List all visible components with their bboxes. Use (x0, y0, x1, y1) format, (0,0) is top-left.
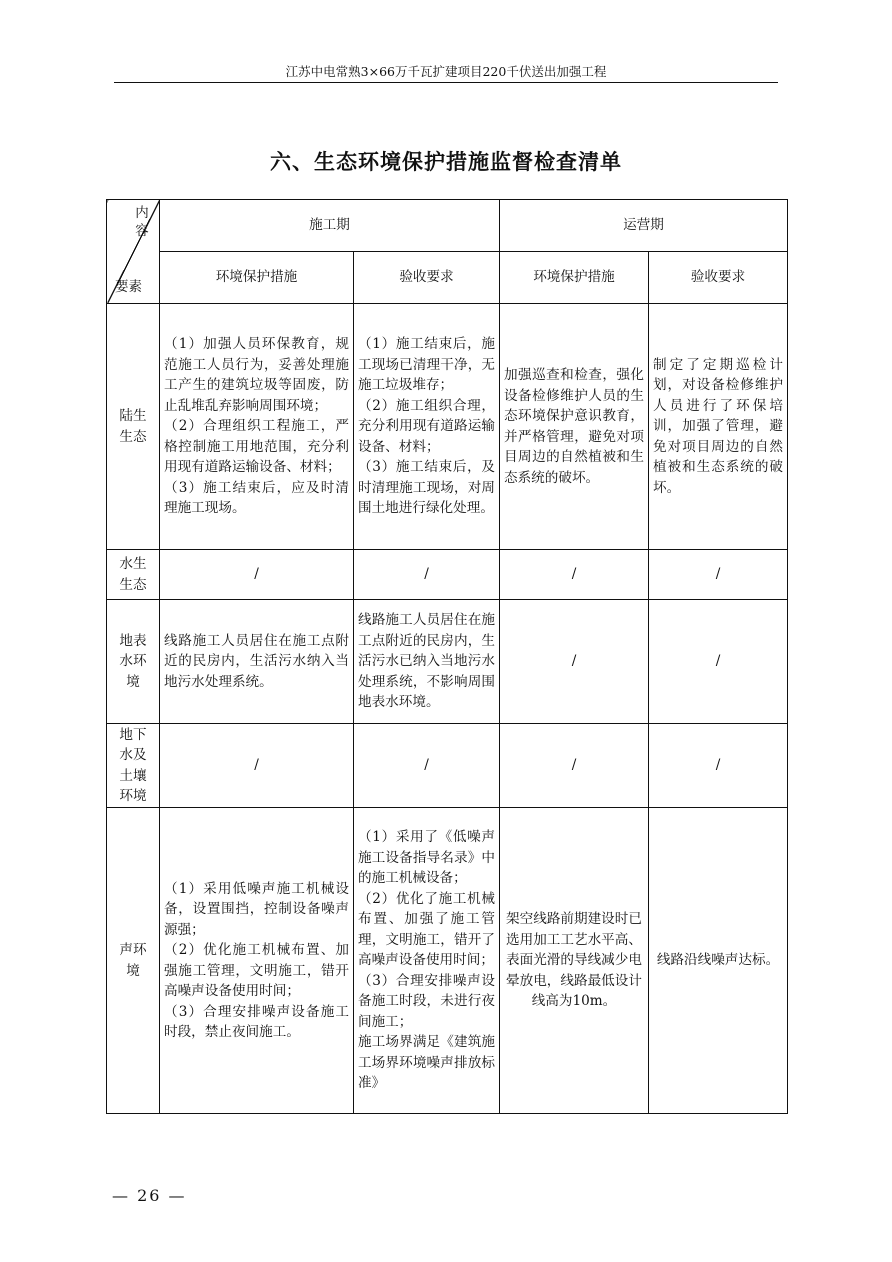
table-row (107, 724, 788, 808)
corner-label-content: 内容 (135, 205, 149, 239)
table-row (107, 600, 788, 724)
operation-acceptance-cell: / (649, 600, 788, 724)
page-number: — 26 — (112, 1186, 187, 1205)
construction-measures-cell: / (160, 550, 354, 600)
corner-header-cell (107, 200, 160, 304)
construction-acceptance-cell: 线路施工人员居住在施工点附近的民房内，生活污水已纳入当地污水处理系统，不影响周围地表水环境。 (354, 600, 500, 724)
construction-measures-cell: / (160, 724, 354, 808)
element-cell: 地表水环境 (107, 600, 160, 724)
running-header: 江苏中电常熟3×66万千瓦扩建项目220千伏送出加强工程 (114, 62, 778, 83)
operation-acceptance-cell: / (649, 550, 788, 600)
construction-acceptance-cell: / (354, 550, 500, 600)
construction-measures-header: 环境保护措施 (160, 252, 354, 304)
operation-phase-header: 运营期 (500, 200, 788, 252)
operation-measures-cell: / (500, 724, 649, 808)
inspection-checklist-table (106, 199, 788, 1114)
construction-phase-header: 施工期 (160, 200, 500, 252)
construction-acceptance-cell: / (354, 724, 500, 808)
operation-measures-cell: 架空线路前期建设时已选用加工工艺水平高、表面光滑的导线减少电晕放电，线路最低设计线高为10m。 (500, 808, 649, 1114)
operation-acceptance-header: 验收要求 (649, 252, 788, 304)
construction-measures-cell: （1）加强人员环保教育，规范施工人员行为，妥善处理施工产生的建筑垃圾等固废，防止乱堆乱弃影响周围环境； （2）合理组织工程施工，严格控制施工用地范围，充分利用现有道路运输设备、材料； （3）施工结束后，应及时清理施工现场。 (160, 304, 354, 550)
table-row (107, 304, 788, 550)
operation-measures-cell: 加强巡查和检查，强化设备检修维护人员的生态环境保护意识教育，并严格管理，避免对项目周边的自然植被和生态系统的破坏。 (500, 304, 649, 550)
element-cell: 地下水及土壤环境 (107, 724, 160, 808)
construction-measures-cell: 线路施工人员居住在施工点附近的民房内，生活污水纳入当地污水处理系统。 (160, 600, 354, 724)
operation-acceptance-cell: 线路沿线噪声达标。 (649, 808, 788, 1114)
construction-acceptance-header: 验收要求 (354, 252, 500, 304)
operation-measures-cell: / (500, 600, 649, 724)
construction-acceptance-cell: （1）采用了《低噪声施工设备指导名录》中的施工机械设备； （2）优化了施工机械布置、加强了施工管理，文明施工，错开了高噪声设备使用时间； （3）合理安排噪声设备施工时段，未进行夜间施工； 施工场界满足《建筑施工场界环境噪声排放标准》 (354, 808, 500, 1114)
operation-measures-cell: / (500, 550, 649, 600)
page-title: 六、生态环境保护措施监督检查清单 (270, 150, 622, 174)
element-cell: 声环境 (107, 808, 160, 1114)
construction-acceptance-cell: （1）施工结束后，施工现场已清理干净，无施工垃圾堆存； （2）施工组织合理，充分利用现有道路运输设备、材料； （3）施工结束后，及时清理施工现场，对周围土地进行绿化处理。 (354, 304, 500, 550)
table-row (107, 808, 788, 1114)
operation-acceptance-cell: / (649, 724, 788, 808)
corner-label-element: 要素 (115, 278, 142, 295)
table-row (107, 550, 788, 600)
operation-measures-header: 环境保护措施 (500, 252, 649, 304)
element-cell: 水生生态 (107, 550, 160, 600)
element-cell: 陆生生态 (107, 304, 160, 550)
operation-acceptance-cell: 制定了定期巡检计划，对设备检修维护人员进行了环保培训，加强了管理，避免对项目周边的自然植被和生态系统的破坏。 (649, 304, 788, 550)
construction-measures-cell: （1）采用低噪声施工机械设备，设置围挡，控制设备噪声源强； （2）优化施工机械布置、加强施工管理，文明施工，错开高噪声设备使用时间； （3）合理安排噪声设备施工时段，禁止夜间施工。 (160, 808, 354, 1114)
